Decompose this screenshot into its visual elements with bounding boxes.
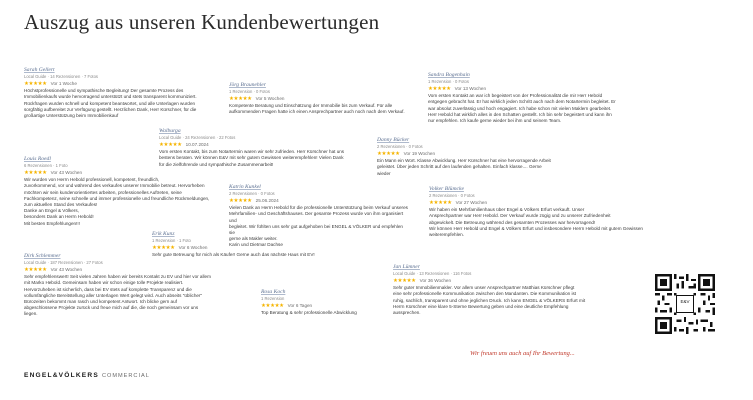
reviewer-meta: 1 Rezension · 0 Fotos	[229, 89, 270, 94]
star-rating-icon: ★★★★★	[24, 267, 47, 273]
reviewer-meta: Local Guide · 13 Rezensionen · 116 Fotos	[393, 271, 472, 276]
review-date: Vor 6 Wochen	[178, 244, 208, 250]
reviewer-meta: 1 Rezension	[261, 296, 285, 301]
star-rating-icon: ★★★★★	[24, 81, 47, 87]
star-rating-icon: ★★★★★	[229, 96, 252, 102]
star-rating-icon: ★★★★★	[261, 303, 284, 309]
star-rating-icon: ★★★★★	[393, 278, 416, 284]
reviewer-meta: 6 Rezensionen · 1 Foto	[24, 163, 68, 168]
review-date: Vor 1 Woche	[50, 80, 77, 86]
review-date: Vor 27 Wochen	[455, 199, 487, 205]
review-card	[428, 72, 648, 124]
review-date: Vor 6 Tagen	[287, 302, 313, 308]
review-text: Sehr gute Betreuung für mich als Käufer! Gerne auch das nächste Haus mit EV!	[152, 252, 315, 258]
qr-code[interactable]	[655, 274, 715, 334]
reviewer-name[interactable]: Danny Bücker	[377, 137, 410, 143]
review-text: Top Beratung & sehr professionelle Abwicklung	[261, 310, 357, 316]
page-title: Auszug aus unseren Kundenbewertungen	[24, 10, 380, 34]
review-card	[229, 82, 419, 116]
star-rating-icon: ★★★★★	[377, 151, 400, 157]
review-text: Wir haben ein Mehrfamilienhaus über Engel & Völkers Erfurt verkauft. Unser Ansprechpartner war Herr Hebold. Der Verkauf wurde zügig und zu unserer Zufriedenheit abgewickelt. Die Betreuung während des gesamten Prozesses war hervorragend! Wir können Herr Hebold und Engel & Völkers Erfurt und insbesondere Herrn Hebold mit gutem Gewissen weiterempfehlen.	[429, 207, 643, 237]
review-text: Kompetente Beratung und Einschätzung der Immobilie bis zum Verkauf. Für alle aufkommenden Fragen hatte ich einen Ansprechpartner auch noch nach dem Verkauf.	[229, 103, 405, 115]
review-text: Vielen Dank an Herrn Hebold für die professionelle Unterstützung beim Verkauf unseres Mehrfamilien- und Geschäftshauses. Der gesamte Prozess wurde von ihm organisiert und begleitet. Wir fühlten uns sehr gut aufgehoben bei ENGEL & VÖLKER und empfehlen sie gerne als Makler weiter. Karin und Dietmar Dachse	[229, 205, 408, 248]
review-text: Wir wurden von Herrn Hebold professionell, kompetent, freundlich, zuvorkommend, vor und während des verkaufes unserer Immobilie betreut. Hervorheben möchten wir sein kundenorientiertes arbeiten, professionelles Auftreten, seine Fachkompetenz, seine schnelle und immer professionelle und freundliche Rückmeldungen, zum aktuellen Stand des Verkaufes! Danke an Engel & Völkers, besonders Dank an Herrn Hebold! Mit besten Empfehlungen!!!	[24, 177, 210, 226]
review-text: Ein Mann ein Wort. Klasse Abwicklung. Herr Kürschner hat eine hervorragende Arbeit geleistet. Über jeden Schritt auf den laufenden gehalten. Einfach klasse.... Gerne wieder	[377, 158, 551, 176]
star-rating-icon: ★★★★★	[229, 198, 252, 204]
review-date: Vor 19 Wochen	[403, 150, 435, 156]
reviewer-meta: 1 Rezension · 0 Fotos	[428, 79, 469, 84]
reviewer-name[interactable]: Sarah Gellert	[24, 67, 55, 73]
star-rating-icon: ★★★★★	[429, 200, 452, 206]
star-rating-icon: ★★★★★	[24, 170, 47, 176]
reviewer-name[interactable]: Dirk Schlemmer	[24, 253, 61, 259]
review-card	[393, 264, 608, 316]
review-text: Sehr empfehlenswert! Seit vielen Jahren haben wir bereits Kontakt zu EV und hier vor allem mit Marko Hebold. Gemeinsam haben wir schon einige tolle Projekte realisiert. Hervorzuheben ist sicherlich, dass bei EV stets auf komplette Transparenz und die vollumfängliche Bereitstellung aller Unterlagen Wert gelegt wird. Auch abseits "üblicher" Bürozeiten bekommt man rasch und kompetent Antwort. Ich blicke gern auf abgeschlossene Projekte zurück und freue mich auf die, die noch gemeinsam vor uns liegen.	[24, 274, 211, 317]
reviewer-name[interactable]: Jörg Braunehler	[229, 82, 266, 88]
reviewer-name[interactable]: Sandra Bogenhain	[428, 72, 470, 78]
reviewer-name[interactable]: Louis Roedl	[24, 156, 51, 162]
review-text: Sehr guter Immobilienmakler. Vor allem unser Ansprechpartner Matthias Kürschner pflegt eine sehr professionelle Kommunikation zwischen den Mandanten. Die Kommunikation ist ruhig, sachlich, transparent und ohne jeglichen Druck. Ich kann ENGEL & VÖLKERS Erfurt mit Herrn Kürschner eine klare 5-Sterne Bewertung geben und eine deutliche Empfehlung aussprechen.	[393, 285, 586, 315]
review-text: Vom ersten Kontakt an war ich begeistert von der Professionalität die mir Herr Hebold entgegen gebracht hat. Er hat wirklich jeden Schritt auch nach dem Notartermin begleitet. Er war absolut zuverlässig und hoch engagiert. Ich habe schon mit vielen Maklern gearbeitet. Herr Hebold hat wirklich alles in den Schatten gestellt. Ich bin sehr begeistert und kann ihn nur empfehlen. Ich kaufe gerne wieder bei ihm und seinem Team.	[428, 93, 616, 123]
brand-name: ENGEL&VÖLKERS	[24, 372, 99, 379]
review-date: 10.07.2024	[185, 141, 209, 147]
reviewer-name[interactable]: Katrin Kunkel	[229, 184, 261, 190]
star-rating-icon: ★★★★★	[152, 245, 175, 251]
brand-logo	[24, 372, 150, 379]
reviewer-name[interactable]: Erik Kunz	[152, 231, 175, 237]
reviewer-meta: 2 Rezensionen · 0 Fotos	[429, 193, 475, 198]
reviewer-name[interactable]: Volker Blümcke	[429, 186, 464, 192]
reviewer-meta: Local Guide · 187 Rezensionen · 27 Fotos	[24, 260, 103, 265]
review-card	[261, 289, 391, 316]
reviewer-meta: 1 Rezension · 1 Foto	[152, 238, 191, 243]
review-card	[24, 156, 224, 227]
review-date: Vor 5 Wochen	[255, 95, 285, 101]
reviewer-name[interactable]: Walburga	[159, 128, 181, 134]
reviewer-meta: Local Guide · 14 Rezensionen · 7 Fotos	[24, 74, 99, 79]
reviewer-meta: Local Guide · 24 Rezensionen · 22 Fotos	[159, 135, 236, 140]
star-rating-icon: ★★★★★	[428, 86, 451, 92]
qr-logo-label: E&V	[680, 299, 690, 304]
review-date: Vor 36 Wochen	[419, 277, 451, 283]
review-card	[429, 186, 649, 238]
reviewer-meta: 2 Rezensionen · 0 Fotos	[377, 144, 423, 149]
review-card	[24, 253, 234, 318]
brand-division: COMMERCIAL	[101, 373, 150, 379]
review-date: Vor 43 Wochen	[50, 266, 82, 272]
review-text: Höchstprofessionelle und sympathische Begleitung! Der gesamte Prozess des Immobilienkaufs wurde hervorragend unterstützt und stets transparent kommuniziert. Rückfragen wurden schnell und kompetent beantwortet, und alle Unterlagen wurden sorgfältig aufbereitet zur Verfügung gestellt. Herzlichen Dank, Herr Kürschner, für die großartige Unterstützung beim Immobilienkauf	[24, 88, 197, 118]
reviewer-name[interactable]: Jan Lümner	[393, 264, 420, 270]
review-card	[24, 67, 224, 119]
review-text: Vom ersten Kontakt, bis zum Notartermin waren wir sehr zufrieden. Herr Kürschner hat uns bestens beraten. Wir können E&V mit sehr gutem Gewissen weiterempfehlen! Vielen Dank für die zielführende und sympathische Zusammenarbeit!	[159, 149, 345, 167]
reviewer-name[interactable]: Rosa Koch	[261, 289, 286, 295]
review-card	[377, 137, 587, 177]
review-date: Vor 13 Wochen	[454, 85, 486, 91]
review-date: Vor 43 Wochen	[50, 169, 82, 175]
star-rating-icon: ★★★★★	[159, 142, 182, 148]
review-invitation-text: Wir freuen uns auch auf Ihr Bewertung...	[470, 350, 575, 357]
review-date: 25.06.2024	[255, 197, 279, 203]
reviewer-meta: 2 Rezensionen · 0 Fotos	[229, 191, 275, 196]
